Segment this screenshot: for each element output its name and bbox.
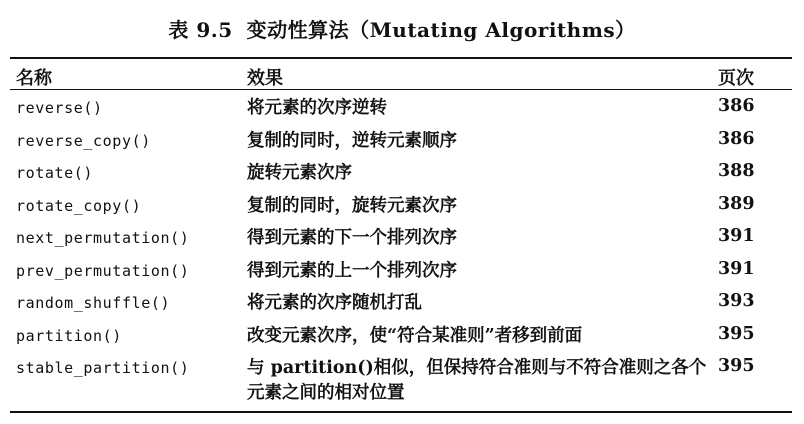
table-header-rule	[10, 89, 792, 90]
table-row	[10, 352, 792, 408]
row-name: reverse()	[16, 99, 103, 117]
table-row	[10, 320, 792, 353]
table-row	[10, 222, 792, 255]
header-effect: 效果	[247, 68, 283, 89]
row-effect: 复制的同时，逆转元素顺序	[247, 130, 457, 151]
table-top-rule	[10, 57, 792, 59]
row-page: 393	[718, 291, 755, 311]
table-row	[10, 255, 792, 288]
row-page: 388	[718, 161, 755, 181]
table-row	[10, 287, 792, 320]
header-name: 名称	[16, 68, 52, 89]
row-name: prev_permutation()	[16, 261, 190, 280]
row-effect: 得到元素的下一个排列次序	[247, 228, 457, 248]
row-effect: 将元素的次序逆转	[247, 98, 387, 118]
table-row	[10, 125, 792, 158]
row-effect: 与 partition()相似，但保持符合准则与不符合准则之各个元素之间的相对位置	[247, 358, 707, 403]
row-effect: 改变元素次序，使“符合某准则”者移到前面	[247, 325, 583, 346]
table-body	[10, 92, 792, 408]
table-row	[10, 157, 792, 190]
row-page: 395	[718, 323, 755, 344]
row-page: 391	[718, 226, 755, 246]
table-caption-title: 变动性算法（Mutating Algorithms）	[246, 18, 636, 42]
row-effect: 复制的同时，旋转元素次序	[247, 195, 457, 216]
header-page: 页次	[718, 68, 754, 89]
row-name: partition()	[16, 326, 122, 345]
row-name: rotate()	[16, 164, 94, 182]
table-caption-number: 表 9.5	[168, 18, 233, 42]
row-effect: 旋转元素次序	[247, 163, 352, 183]
row-page: 389	[718, 193, 755, 214]
row-effect: 得到元素的上一个排列次序	[247, 260, 457, 281]
row-page: 386	[718, 128, 755, 149]
row-name: rotate_copy()	[16, 196, 142, 215]
table-row	[10, 190, 792, 223]
table-header-row	[10, 61, 792, 89]
row-name: reverse_copy()	[16, 131, 151, 150]
row-page: 395	[718, 356, 755, 376]
table-bottom-rule	[10, 411, 792, 413]
table-row	[10, 92, 792, 125]
row-name: stable_partition()	[16, 359, 190, 377]
row-page: 391	[718, 258, 755, 279]
row-name: random_shuffle()	[16, 294, 171, 312]
row-name: next_permutation()	[16, 229, 190, 247]
row-effect: 将元素的次序随机打乱	[247, 293, 422, 313]
row-page: 386	[718, 96, 755, 116]
table-caption	[0, 14, 804, 43]
